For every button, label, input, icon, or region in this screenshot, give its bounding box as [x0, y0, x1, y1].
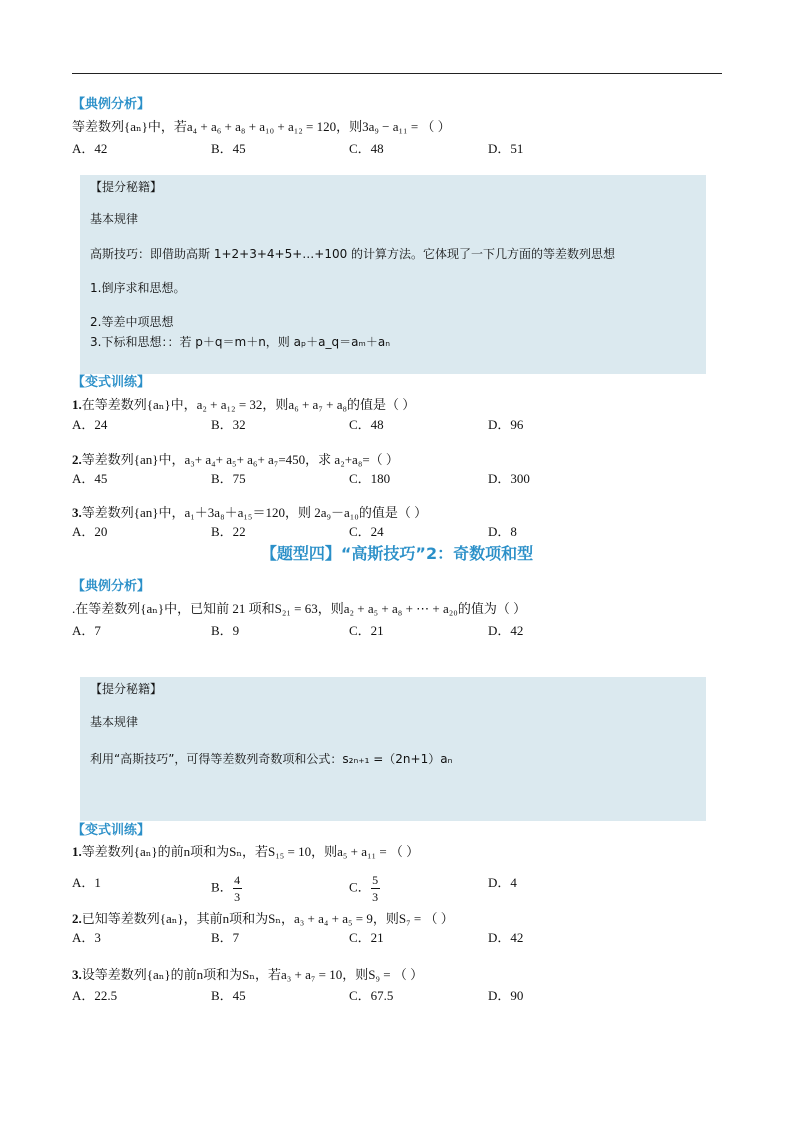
option-d: D．96	[488, 417, 524, 432]
option-c: C．180	[349, 471, 391, 486]
option-c: C．24	[349, 524, 384, 539]
example-options	[72, 622, 692, 640]
question-options	[72, 470, 692, 488]
option-d: D．4	[488, 875, 517, 890]
option-c: C．48	[349, 417, 384, 432]
question-number: 1.	[72, 397, 82, 412]
option-d: D．42	[488, 623, 524, 638]
section-title: 【题型四】“高斯技巧”2：奇数项和型	[260, 544, 534, 563]
example-heading: 【典例分析】	[72, 579, 151, 594]
option-d: D．8	[488, 524, 517, 539]
tips-line: 3.下标和思想：：若 p＋q＝m＋n，则 aₚ＋a_q＝aₘ＋aₙ	[90, 335, 391, 349]
option-b: B．7	[211, 930, 240, 945]
option-c: C．21	[349, 623, 384, 638]
tips-line: 2.等差中项思想	[90, 315, 174, 329]
header-rule	[72, 73, 722, 74]
tips-line: 基本规律	[90, 715, 139, 729]
question-text: 等差数列{an}中，a₃+ a₄+ a₅+ a₆+ a₇=450，求 a₂+a₈=（ ）	[81, 452, 399, 467]
training-question	[72, 843, 419, 861]
option-c: C． $\frac{5}{3}$	[349, 873, 379, 904]
question-options	[72, 873, 692, 904]
training-question	[72, 504, 427, 522]
option-d: D．42	[488, 930, 524, 945]
option-c: C．21	[349, 930, 384, 945]
option-b: B．45	[211, 988, 246, 1003]
option-a: A．20	[72, 524, 108, 539]
tips-heading: 【提分秘籍】	[90, 180, 163, 194]
example-question: 等差数列{aₙ}中，若a₄ + a₆ + a₈ + a₁₀ + a₁₂ = 120，则3a₉ − a₁₁ = （ ）	[72, 119, 451, 134]
example-options	[72, 140, 692, 158]
question-text: 设等差数列{aₙ}的前n项和为Sₙ，若a₃ + a₇ = 10，则S₉ = （ ）	[81, 967, 424, 982]
question-text: 等差数列{aₙ}的前n项和为Sₙ，若S₁₅ = 10，则a₅ + a₁₁ = （ ）	[81, 844, 420, 859]
option-a: A．42	[72, 141, 108, 156]
fraction: $\frac{4}{3}$	[234, 873, 241, 904]
option-c: C．67.5	[349, 988, 394, 1003]
tips-line: 高斯技巧：即借助高斯 1+2+3+4+5+…+100 的计算方法。它体现了一下几方面的等差数列思想	[90, 247, 616, 261]
question-options	[72, 987, 692, 1005]
fraction: $\frac{5}{3}$	[372, 873, 379, 904]
question-text: 已知等差数列{aₙ}，其前n项和为Sₙ，a₃ + a₄ + a₅ = 9，则S₇ = （ ）	[81, 911, 454, 926]
option-a: A．7	[72, 623, 101, 638]
training-question	[72, 451, 399, 469]
option-a: A．45	[72, 471, 108, 486]
question-number: 2.	[72, 452, 82, 467]
option-d: D．90	[488, 988, 524, 1003]
question-number: 3.	[72, 505, 82, 520]
tips-line: 1.倒序求和思想。	[90, 281, 186, 295]
tips-heading: 【提分秘籍】	[90, 682, 163, 696]
option-d: D．300	[488, 471, 530, 486]
tips-line: 基本规律	[90, 212, 139, 226]
training-question	[72, 910, 454, 928]
option-c: C．48	[349, 141, 384, 156]
training-question	[72, 966, 423, 984]
question-options	[72, 929, 692, 947]
option-b: B． $\frac{4}{3}$	[211, 873, 241, 904]
tips-line: 利用“高斯技巧”，可得等差数列奇数项和公式：s₂ₙ₊₁ =（2n+1）aₙ	[90, 752, 453, 766]
tips-box	[80, 677, 706, 821]
question-number: 3.	[72, 967, 82, 982]
option-b: B．22	[211, 524, 246, 539]
option-b: B．45	[211, 141, 246, 156]
question-options	[72, 523, 692, 541]
option-d: D．51	[488, 141, 524, 156]
option-b: B．9	[211, 623, 240, 638]
question-text: 等差数列{an}中，a₁＋3a₈＋a₁₅＝120，则 2a₉－a₁₀的值是（ ）	[81, 505, 428, 520]
option-a: A．24	[72, 417, 108, 432]
question-number: 1.	[72, 844, 82, 859]
question-text: 在等差数列{aₙ}中，a₂ + a₁₂ = 32，则a₆ + a₇ + a₈的值是（ ）	[81, 397, 416, 412]
option-a: A．3	[72, 930, 101, 945]
training-heading: 【变式训练】	[72, 823, 151, 838]
example-question: .在等差数列{aₙ}中，已知前 21 项和S₂₁ = 63，则a₂ + a₅ + a₈ + ⋯ + a₂₀的值为（ ）	[72, 601, 527, 616]
question-number: 2.	[72, 911, 82, 926]
option-a: A．1	[72, 875, 101, 890]
option-b: B．75	[211, 471, 246, 486]
training-question	[72, 396, 415, 414]
training-heading: 【变式训练】	[72, 375, 151, 390]
example-heading: 【典例分析】	[72, 97, 151, 112]
question-options	[72, 416, 692, 434]
option-a: A．22.5	[72, 988, 118, 1003]
tips-box	[80, 175, 706, 374]
option-b: B．32	[211, 417, 246, 432]
